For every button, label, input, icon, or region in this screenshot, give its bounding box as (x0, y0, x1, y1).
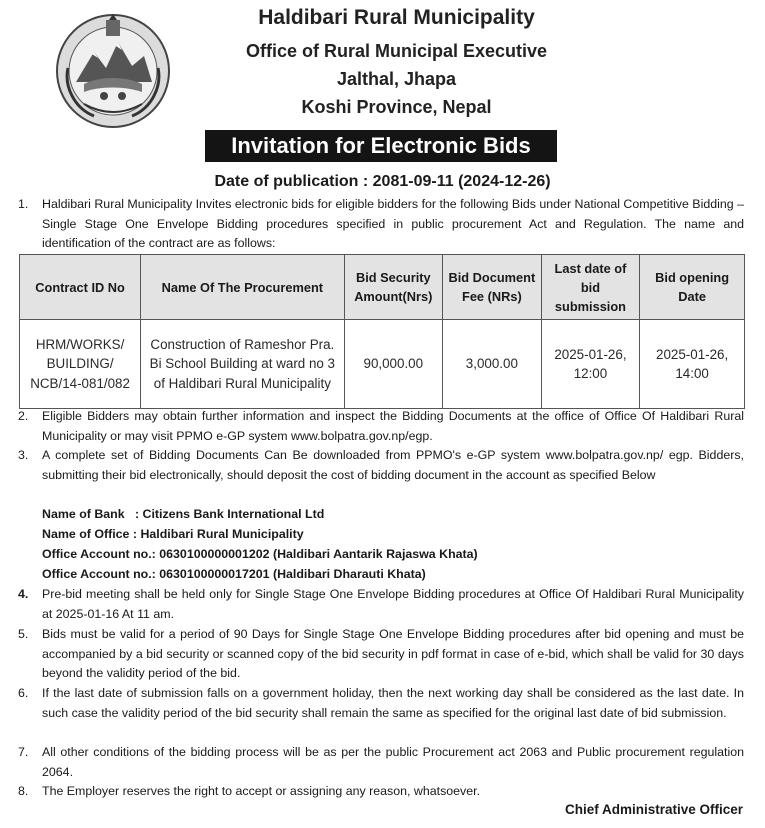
cell-contract-id: HRM/WORKS/ BUILDING/ NCB/14-081/082 (20, 320, 141, 409)
point-number: 4. (18, 587, 29, 601)
col-doc-fee: Bid Document Fee (NRs) (443, 255, 542, 320)
point-3-text: A complete set of Bidding Documents Can Be downloaded from PPMO's e-GP system www.bolpatra.gov.np/ egp. Bidders, submitting their bid electronically, should deposit the cost of bidding document in the account as specified Below (42, 448, 744, 482)
point-number: 3. (18, 448, 29, 462)
cell-doc-fee: 3,000.00 (443, 320, 542, 409)
municipality-title: Haldibari Rural Municipality (258, 6, 535, 29)
point-number: 1. (18, 197, 29, 211)
col-last-date: Last date of bid submission (541, 255, 640, 320)
col-procurement: Name Of The Procurement (141, 255, 344, 320)
location-text: Jalthal, Jhapa (336, 69, 457, 89)
invitation-banner: Invitation for Electronic Bids (205, 130, 557, 162)
point-8-text: The Employer reserves the right to accept or assigning any reason, whatsoever. (42, 784, 481, 798)
signature-title: Chief Administrative Officer (564, 802, 743, 817)
cell-procurement: Construction of Rameshor Pra. Bi School Building at ward no 3 of Haldibari Rural Municipality (141, 320, 344, 409)
col-bid-security: Bid Security Amount(Nrs) (344, 255, 443, 320)
office-name-detail: Name of Office : Haldibari Rural Municipality (42, 527, 304, 541)
point-number: 6. (18, 686, 29, 700)
account-2: Office Account no.: 0630100000017201 (Haldibari Dharauti Khata) (42, 567, 426, 581)
bids-table (19, 254, 745, 409)
cell-opening-date: 2025-01-26, 14:00 (640, 320, 745, 409)
col-contract-id: Contract ID No (20, 255, 141, 320)
bank-name: Name of Bank : Citizens Bank International Ltd (42, 507, 325, 521)
office-name: Office of Rural Municipal Executive (245, 41, 548, 61)
table-header-row (20, 255, 745, 320)
cell-bid-security: 90,000.00 (344, 320, 443, 409)
point-2-text: Eligible Bidders may obtain further information and inspect the Bidding Documents at the office of Office Of Haldibari Rural Municipality or may visit PPMO e-GP system www.bolpatra.gov.np/egp. (42, 409, 744, 443)
cell-last-date: 2025-01-26, 12:00 (541, 320, 640, 409)
account-1: Office Account no.: 0630100000001202 (Haldibari Aantarik Rajaswa Khata) (42, 547, 478, 561)
publication-date: Date of publication : 2081-09-11 (2024-12-26) (214, 173, 551, 190)
point-7-text: All other conditions of the bidding process will be as per the public Procurement act 2063 and Public procurement regulation 2064. (42, 745, 744, 779)
point-number: 8. (18, 784, 29, 798)
point-number: 5. (18, 627, 29, 641)
point-number: 7. (18, 745, 29, 759)
point-1-text: Haldibari Rural Municipality Invites electronic bids for eligible bidders for the following Bids under National Competitive Bidding – Single Stage One Envelope Bidding procedures specified in public procurement Act and Regulation. The name and identification of the contract are as follows: (42, 197, 744, 251)
point-4-text: Pre-bid meeting shall be held only for Single Stage One Envelope Bidding procedures at Office Of Haldibari Rural Municipality at 2025-01-16 At 11 am. (42, 587, 744, 621)
table-row (20, 320, 745, 409)
point-6-text: If the last date of submission falls on a government holiday, then the next working day shall be considered as the last date. In such case the validity period of the bid security shall remain the same as specified for the original last date of bid submission. (42, 686, 744, 720)
province-text: Koshi Province, Nepal (301, 97, 492, 117)
point-5-text: Bids must be valid for a period of 90 Days for Single Stage One Envelope Bidding procedures after bid opening and must be accompanied by a bid security or scanned copy of the bid security in pdf format in case of e-bid, which shall be valid for 30 days beyond the validity period of the bid. (42, 627, 744, 681)
point-number: 2. (18, 409, 29, 423)
col-opening-date: Bid opening Date (640, 255, 745, 320)
